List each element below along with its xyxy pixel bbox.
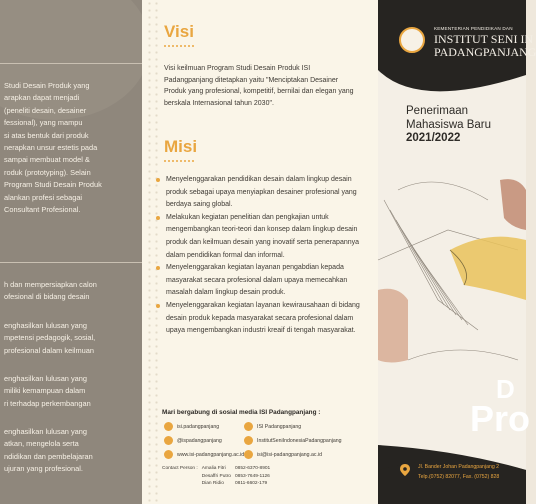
text-line: ujuran yang profesional. (4, 464, 83, 474)
goal-item (4, 279, 97, 304)
contact-name: Desaffri Putro (201, 473, 231, 479)
text-line: (peneliti desain, desainer (4, 105, 87, 115)
bullet-icon (156, 266, 160, 270)
text-line: arapkan dapat menjadi (4, 93, 80, 103)
instagram-icon (164, 422, 173, 431)
bullet-icon (156, 216, 160, 220)
globe-icon (164, 450, 173, 459)
text-line: Consultant Profesional. (4, 205, 81, 215)
bullet-icon (156, 178, 160, 182)
heading-underline (164, 44, 194, 48)
admission-title: Penerimaan Mahasiswa Baru 2021/2022 (406, 105, 492, 144)
contact-label: Contact Person : (162, 466, 198, 471)
visi-heading: Visi (164, 22, 194, 41)
goal-item (4, 373, 91, 410)
social-instagram[interactable]: isi.padangpanjang (164, 422, 219, 431)
misi-heading: Misi (164, 137, 198, 156)
misi-item: Menyelenggarakan pendidikan desain dalam lingkup desain produk sebagai upaya menyiapkan desainer profesional yang berdaya saing global. (152, 174, 364, 212)
text-line: miliki kemampuan dalam (4, 386, 86, 396)
cover-title-line2: Pro (470, 398, 531, 439)
text-line: sampai membuat model & (4, 155, 90, 165)
address: Jl. Bander Johan Padangpanjang 2 Telp.(0752) 82077, Fax. (0752) 828 (418, 464, 500, 480)
social-email[interactable]: isi@isi-padangpanjang.ac.id (244, 450, 322, 459)
text-line: ndidikan dan pembelajaran (4, 451, 93, 461)
text-line: enghasilkan lulusan yang (4, 321, 88, 330)
misi-item: Menyelenggarakan kegiatan layanan kewirausahaan di bidang desain produk kepada masyarakat secara profesional dalam upaya mengembangkan industri kreaif di tengah masyarakat. (152, 300, 364, 338)
divider (0, 262, 142, 263)
contact-name: Amalia Fitri (201, 466, 226, 471)
heading-underline (164, 159, 194, 163)
institute-name: INSTITUT SENI IN PADANGPANJANG (434, 32, 536, 59)
social-youtube[interactable]: InstitutSeniIndonesiaPadangpanjang (244, 436, 342, 445)
visi-misi-panel (142, 0, 378, 504)
visi-text: Visi keilmuan Program Studi Desain Produk ISI Padangpanjang ditetapkan yaitu "Menciptakan Desainer Produk yang profesional, kompetitif, bernilai dan elegan yang berskala Internasional tahun 2030". (164, 65, 354, 107)
text-line: si atas bentuk dari produk (4, 130, 89, 140)
text-line: ri terhadap perkembangan (4, 398, 91, 408)
text-line: roduk (prototyping). Selain (4, 167, 91, 177)
text-line: enghasilkan lulusan yang (4, 427, 88, 436)
youtube-icon (244, 436, 253, 445)
social-website[interactable]: www.isi-padangpanjang.ac.id (164, 450, 244, 459)
misi-item: Melakukan kegiatan penelitian dan pengkajian untuk mengembangkan teori-teori dan konsep dalam lingkup desain produk dan keilmuan desain yang inovatif serta penerapannya dalam pendidikan formal dan informal. (152, 212, 364, 262)
bullet-icon (156, 304, 160, 308)
social-facebook[interactable]: ISI Padangpanjang (244, 422, 301, 431)
goal-item (4, 426, 93, 476)
contact-phone: 0853-7649-1126 (234, 473, 270, 479)
twitter-icon (164, 436, 173, 445)
text-line: nerapkan unsur estetis pada (4, 143, 98, 153)
text-line: fessional), yang mampu (4, 118, 83, 128)
misi-list (152, 174, 364, 338)
text-line: Program Studi Desain Produk (4, 180, 102, 190)
social-heading: Mari bergabung di sosial media ISI Padangpanjang : (162, 409, 321, 416)
text-line: alankan profesi sebagai (4, 192, 83, 202)
text-line: ofesional di bidang desain (4, 292, 90, 302)
contact-name: Dian Ridio (201, 481, 224, 487)
contact-phone: 0811-6602-179 (234, 481, 268, 487)
left-panel (0, 0, 142, 504)
social-twitter[interactable]: @ispadangpanjang (164, 436, 222, 445)
contact-phone: 0852-6370-8901 (234, 466, 271, 471)
program-description (4, 80, 102, 216)
divider (0, 63, 142, 64)
text-line: profesional dalam keilmuan (4, 345, 94, 355)
cover-title-line1: D (496, 374, 515, 404)
facebook-icon (244, 422, 253, 431)
location-pin-icon (400, 464, 410, 476)
misi-item: Menyelenggarakan kegiatan layanan pengabdian kepada masyarakat secara profesional dalam upaya memecahkan masalah dalam lingkup desain produk. (152, 262, 364, 300)
text-line: Studi Desain Produk yang (4, 81, 90, 90)
text-line: mpetensi pedagogik, sosial, (4, 333, 96, 343)
mail-icon (244, 450, 253, 459)
text-line: h dan mempersiapkan calon (4, 280, 97, 289)
goal-item (4, 320, 95, 357)
ministry-text: KEMENTERIAN PENDIDIKAN DAN (434, 26, 513, 31)
text-line: enghasilkan lulusan yang (4, 374, 88, 383)
text-line: atkan, mengelola serta (4, 439, 79, 449)
institute-logo (399, 27, 425, 53)
contact-person (162, 465, 274, 488)
cover-panel (378, 0, 536, 504)
